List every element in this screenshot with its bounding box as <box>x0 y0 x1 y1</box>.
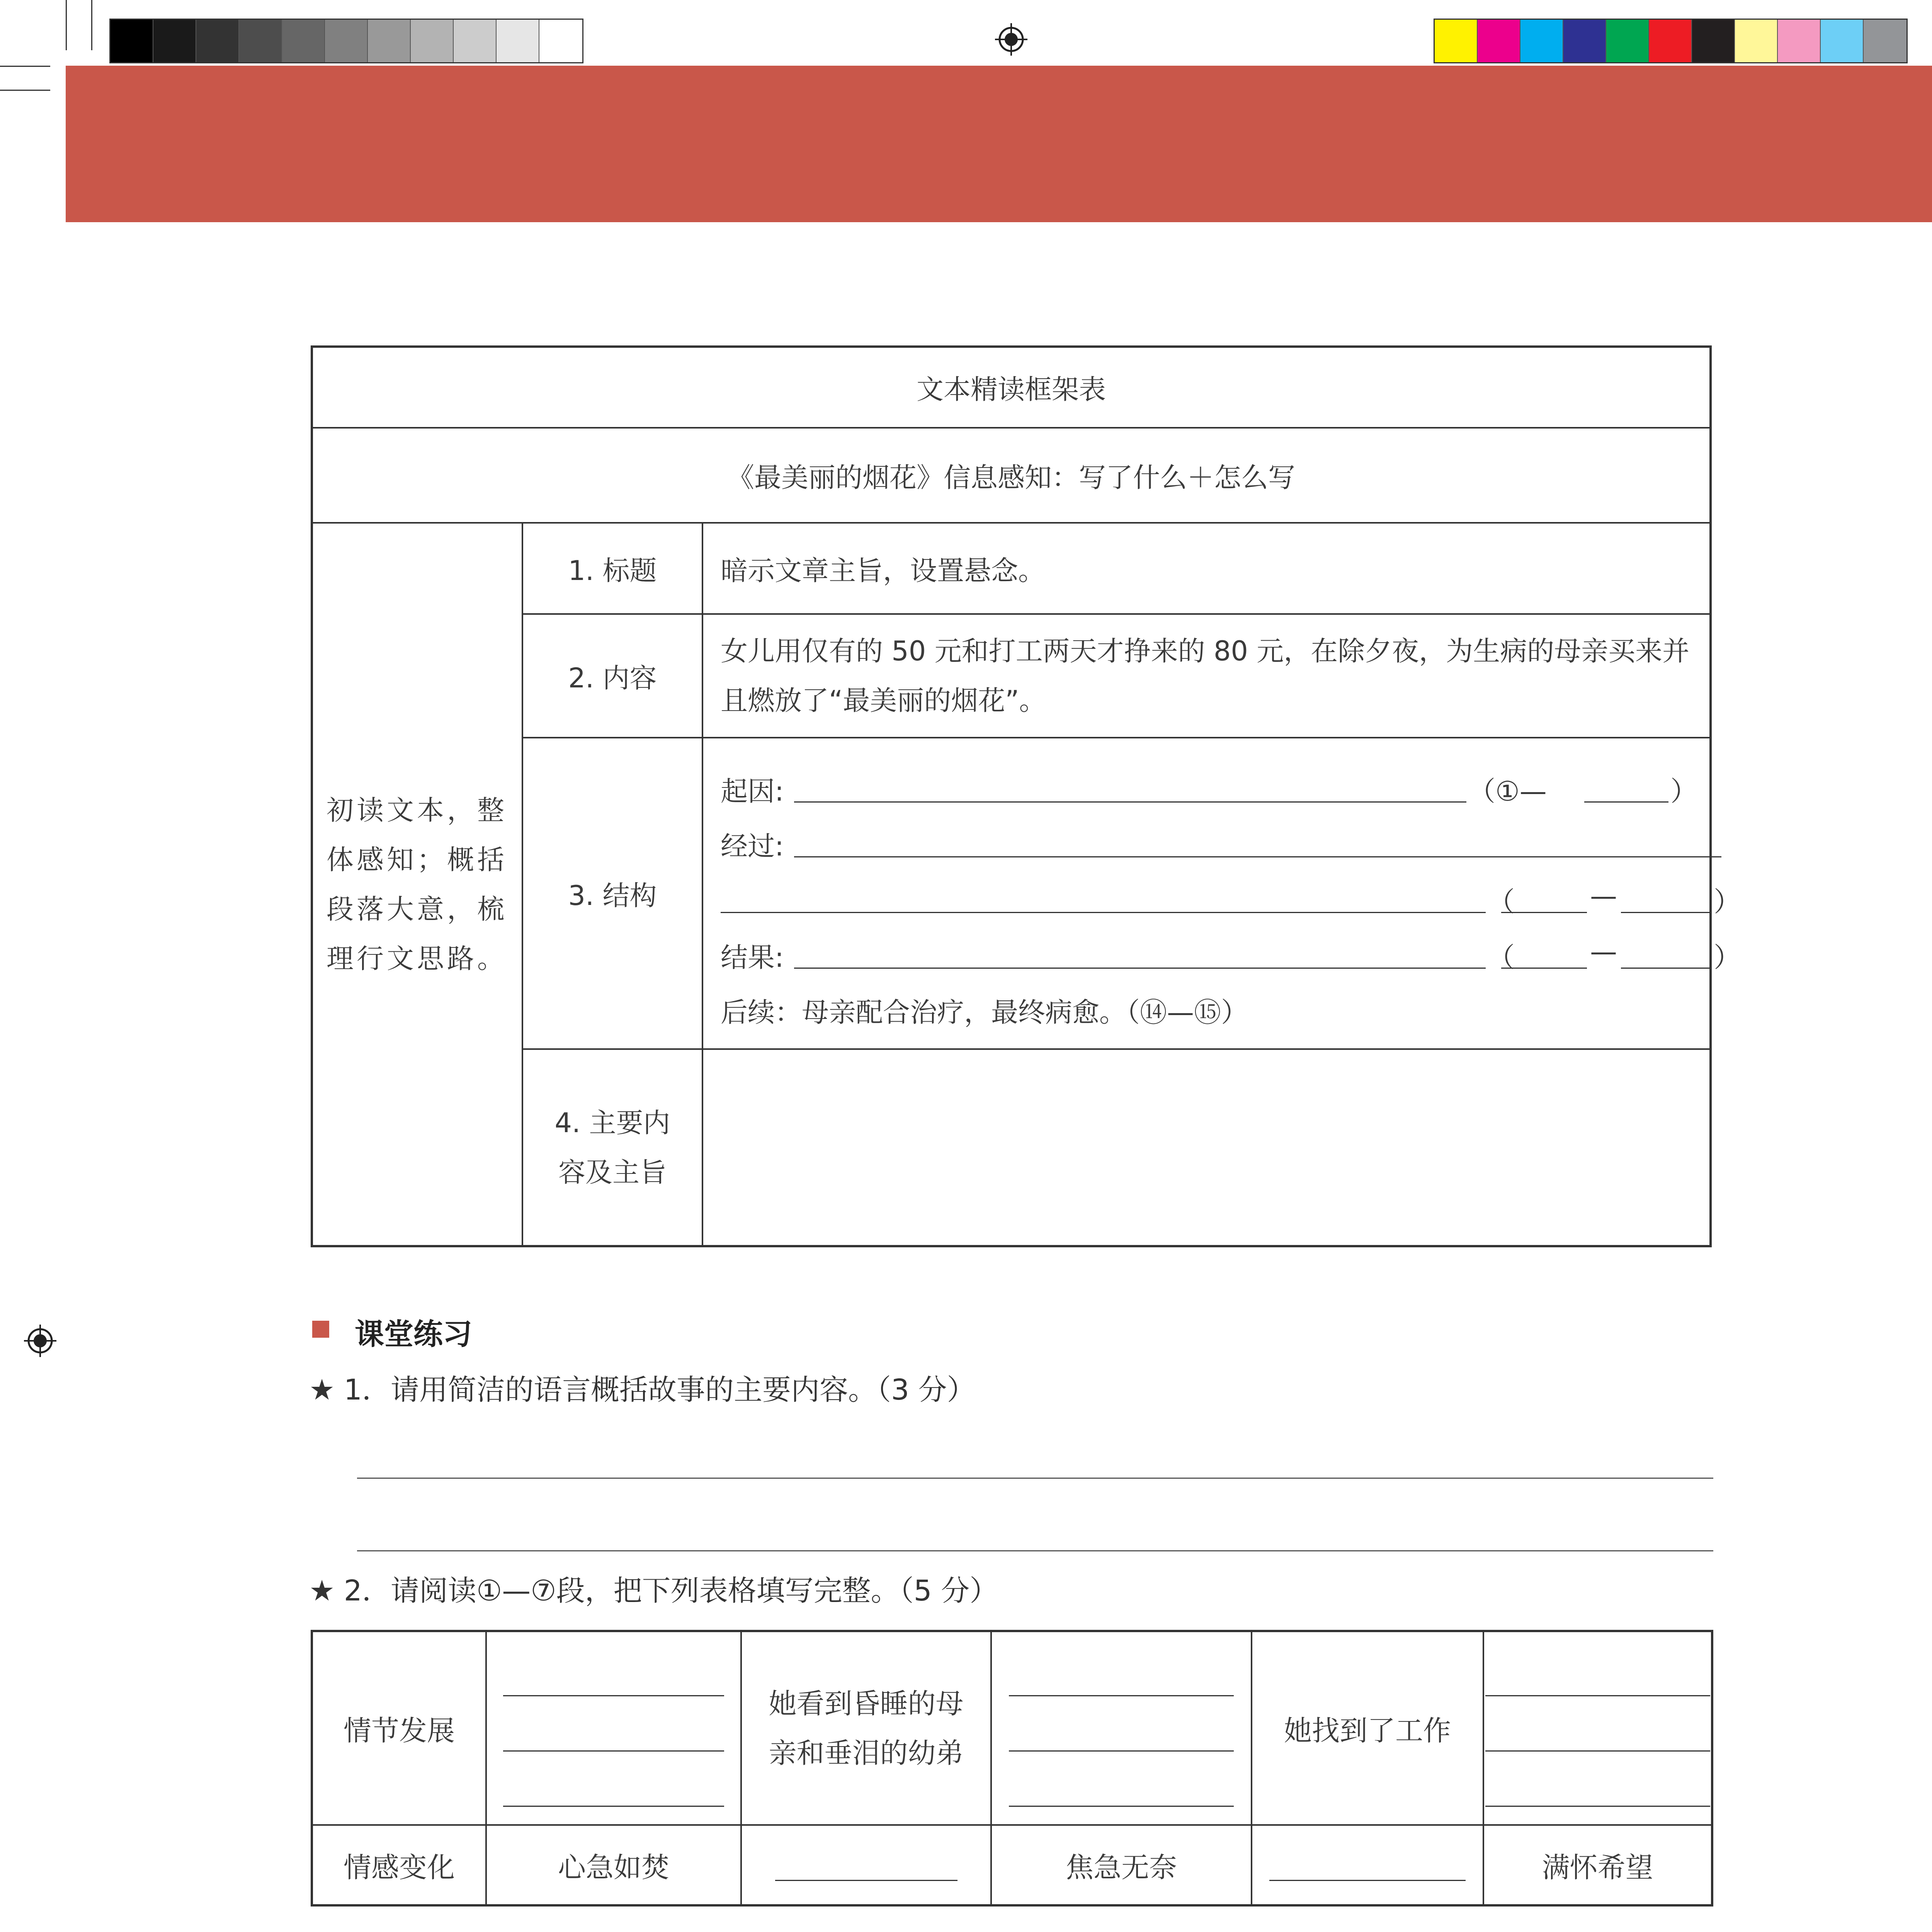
cmyk-color-bar <box>1434 19 1908 63</box>
color-swatch <box>1520 20 1563 62</box>
result-label: 结果: <box>721 942 784 973</box>
answer-line[interactable] <box>357 1478 1713 1479</box>
table-subtitle: 《最美丽的烟花》信息感知：写了什么＋怎么写 <box>312 428 1711 523</box>
main-content-answer-cell[interactable] <box>702 1049 1711 1246</box>
process-range-end[interactable] <box>1621 886 1712 913</box>
result-blank[interactable] <box>794 942 1486 969</box>
range-open: （ <box>1488 942 1515 973</box>
gray-swatch <box>239 20 282 62</box>
color-swatch <box>1478 20 1520 62</box>
process-blank-2[interactable] <box>721 886 1486 913</box>
row-label-main-content: 4. 主要内容及主旨 <box>522 1049 702 1246</box>
row-label-title: 1. 标题 <box>522 523 702 614</box>
crop-mark <box>66 0 67 50</box>
answer-line[interactable] <box>357 1550 1713 1551</box>
emotion-cell-1: 心急如焚 <box>486 1825 741 1905</box>
follow-up-text: 后续：母亲配合治疗，最终病愈。（⑭—⑮） <box>721 997 1248 1028</box>
result-range-end[interactable] <box>1621 942 1712 969</box>
color-swatch <box>1649 20 1692 62</box>
row-content-content: 女儿用仅有的 50 元和打工两天才挣来的 80 元，在除夕夜，为生病的母亲买来并且燃放了“最美丽的烟花”。 <box>702 614 1711 738</box>
range-close: ） <box>1714 886 1741 918</box>
result-range-start[interactable] <box>1501 942 1587 969</box>
color-swatch <box>1435 20 1478 62</box>
color-swatch <box>1864 20 1906 62</box>
left-label: 初读文本，整体感知；概括段落大意，梳理行文思路。 <box>327 794 507 975</box>
cause-range-blank[interactable] <box>1584 776 1668 803</box>
gray-swatch <box>368 20 411 62</box>
range-open: （ <box>1488 886 1515 918</box>
gray-swatch <box>454 20 497 62</box>
gray-swatch <box>539 20 582 62</box>
gray-swatch <box>411 20 454 62</box>
gray-swatch <box>497 20 539 62</box>
range-close: ） <box>1714 942 1741 973</box>
plot-cell-4: 她找到了工作 <box>1252 1631 1483 1825</box>
section-title: 课堂练习 <box>355 1317 472 1351</box>
plot-cell-2: 她看到昏睡的母亲和垂泪的幼弟 <box>741 1631 991 1825</box>
process-blank-1[interactable] <box>794 831 1721 857</box>
range-dash: — <box>1590 880 1617 912</box>
emotion-blank-cell[interactable] <box>741 1825 991 1905</box>
plot-blank-cell[interactable] <box>1483 1631 1712 1825</box>
cause-label: 起因: <box>721 776 784 807</box>
gray-swatch <box>111 20 153 62</box>
emotion-blank-cell[interactable] <box>1252 1825 1483 1905</box>
plot-blank-cell[interactable] <box>486 1631 741 1825</box>
question-1: ★ 1．请用简洁的语言概括故事的主要内容。（3 分） <box>309 1373 976 1406</box>
plot-emotion-table <box>311 1630 1713 1906</box>
section-marker-icon <box>312 1321 329 1338</box>
row-content-title: 暗示文章主旨，设置悬念。 <box>702 523 1711 614</box>
question-2: ★ 2．请阅读①—⑦段，把下列表格填写完整。（5 分） <box>309 1574 998 1607</box>
crop-mark <box>0 90 50 91</box>
plot-blank-cell[interactable] <box>991 1631 1252 1825</box>
gray-color-bar <box>109 19 583 63</box>
reading-framework-table <box>311 345 1741 1247</box>
gray-swatch <box>153 20 196 62</box>
emotion-cell-3: 焦急无奈 <box>991 1825 1252 1905</box>
cause-range: （①— <box>1468 776 1547 807</box>
row-header-emotion: 情感变化 <box>312 1825 486 1905</box>
gray-swatch <box>282 20 325 62</box>
registration-mark-icon <box>995 23 1027 56</box>
range-close: ） <box>1670 776 1697 807</box>
table-title: 文本精读框架表 <box>312 347 1711 428</box>
color-swatch <box>1563 20 1606 62</box>
color-swatch <box>1735 20 1778 62</box>
gray-swatch <box>196 20 239 62</box>
crop-mark <box>91 0 92 50</box>
registration-mark-icon <box>24 1325 56 1357</box>
color-swatch <box>1821 20 1864 62</box>
row-header-plot: 情节发展 <box>312 1631 486 1825</box>
gray-swatch <box>325 20 368 62</box>
range-dash: — <box>1590 936 1617 968</box>
color-swatch <box>1692 20 1735 62</box>
crop-mark <box>0 66 50 67</box>
process-label: 经过: <box>721 830 784 862</box>
cause-blank[interactable] <box>794 776 1466 803</box>
color-swatch <box>1606 20 1649 62</box>
left-label-cell <box>312 523 522 1246</box>
emotion-cell-5: 满怀希望 <box>1483 1825 1712 1905</box>
color-swatch <box>1778 20 1821 62</box>
row-label-content: 2. 内容 <box>522 614 702 738</box>
process-range-start[interactable] <box>1501 886 1587 913</box>
header-banner <box>66 66 1932 222</box>
structure-cell <box>702 738 1741 1049</box>
row-label-structure: 3. 结构 <box>522 738 702 1049</box>
